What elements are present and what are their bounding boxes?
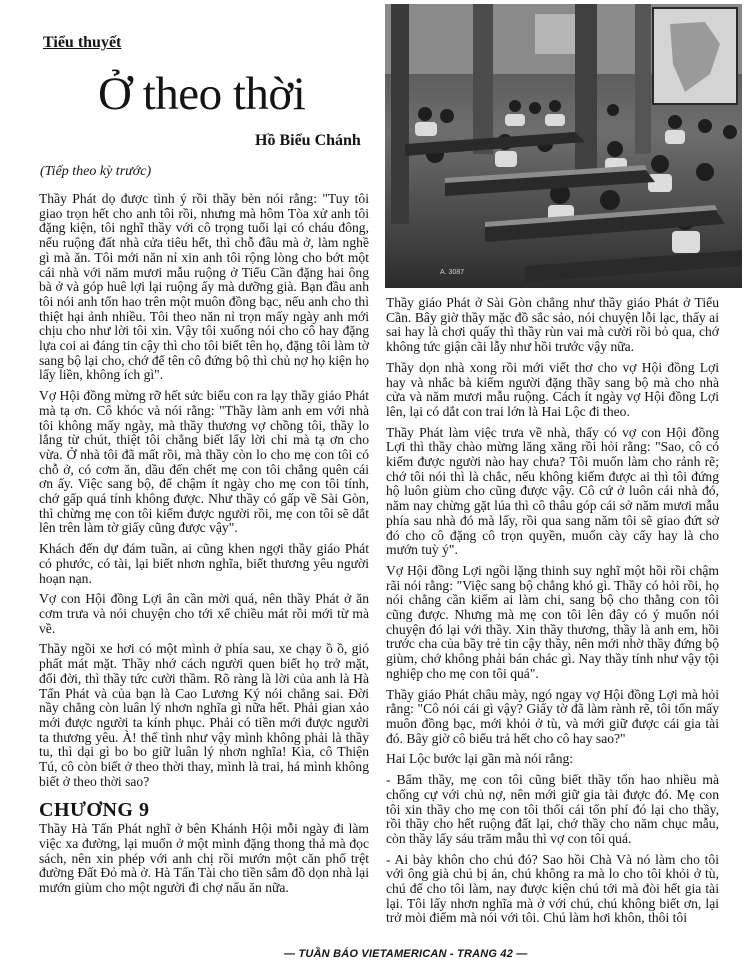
paragraph: Khách đến dự đám tuần, ai cũng khen ngợi thầy giáo Phát có phước, có tài, lại biết nhơn nghĩa, biết thương yêu người hoạn nạn.	[39, 541, 369, 586]
paragraph: Hai Lộc bước lại gần mà nói rằng:	[386, 751, 574, 767]
right-column	[386, 296, 719, 932]
section-label: Tiểu thuyết	[43, 34, 122, 51]
paragraph: - Ai bày khôn cho chú đó? Sao hồi Chà Và nó làm cho tôi với ông già chú bị án, chú không ra mà lo cho tôi khỏi ở tù, chú để cho tôi làm, nay được kiện chú tới mà đòi hết gia tài lại. Tôi lấy nhơn nghĩa mà ở với chú, chú không biết ơn, lại trở mòi điểm mà nói với tôi. Chú làm hơi khôn, thôi tôi	[386, 851, 719, 926]
paragraph: Vợ Hội đồng mừng rỡ hết sức biểu con ra lạy thầy giáo Phát mà tạ ơn. Cô khóc và nói rằng: "Thầy làm anh em với nhà tôi không mấy ngày, mà thầy thương vợ chồng tôi, thầy lo lắng từ chút, thiệt tôi chẳng biết lấy lời chi mà tạ ơn cho vừa. Ở nhà tôi đã mất rồi, mà thầy còn lo cho mẹ con tôi có chỗ ở, có cơm ăn, dầu đến chết mẹ con tôi chẳng quên cái ơn ấy. Việc sang bộ, để chậm ít ngày cho mẹ con tôi tính, chớ gấp quá tính không được. Như thầy có gấp về Sài Gòn, thì chừng mẹ con tôi kiếm được người rồi, mẹ con tôi sẽ dắt lên trên làm tờ giấy cũng được vậy".	[39, 388, 369, 536]
article-title: Ở theo thời	[98, 68, 306, 120]
paragraph: - Bẩm thầy, mẹ con tôi cũng biết thầy tốn hao nhiều mà chống cự với chủ nợ, nên mới giữ gia tài được đó. Mẹ con tôi xin thầy cho mẹ con tôi thối cái tốn phí đó lại cho thầy, rồi thầy cho hết ruộng đất lại, chớ thầy cho năm chục mẫu, còn thầy lấy sáu trăm mẫu thì vợ con tôi quá.	[386, 772, 719, 846]
classroom-photo	[385, 4, 742, 288]
author-name: Hồ Biểu Chánh	[255, 132, 361, 149]
paragraph: Thầy giáo Phát ở Sài Gòn chẳng như thầy giáo Phát ở Tiểu Cần. Bây giờ thầy mặc đồ sắc sảo, nói chuyện lỗi lạc, thấy ai sai hay là chơi quấy thì thầy rùn vai mà cười rồi bỏ qua, chớ không tức giận cãi lẫy như hồi trước vậy nữa.	[386, 295, 719, 355]
paragraph: Thầy ngồi xe hơi có một mình ở phía sau, xe chạy ồ ồ, gió phất mát mặt. Thầy nhớ cách người quen biết họ trở mặt, đổi đời, thì thầy tức cười thầm. Rõ ràng là lời của anh là Hà Tấn Phát và của bạn là Cao Lương Ký nói chẳng sai. Đời nầy chẳng còn luân lý nhơn nghĩa gì nữa hết. Phải gian xảo mới được người ta kính phục. Phải có tiền mới được người ta thương yêu. À! thế tình như vậy mình không phải là thầy tu, thì dại gì bo bo giữ luân lý nhơn nghĩa! Kìa, cô Thiện Tú, cô còn biết ở theo thời thay, mình là trai, há mình không biết ở theo thời sao?	[39, 641, 369, 789]
photo-caption-mark: A. 3087	[440, 269, 465, 276]
chapter-heading: CHƯƠNG 9	[39, 799, 150, 822]
paragraph: Thầy giáo Phát châu mày, ngó ngay vợ Hội đồng Lợi mà hỏi rằng: "Cô nói cái gì vậy? Giấy tờ đã làm rành rẽ, tôi tốn mấy muôn đồng bạc, mới khỏi ở tù, và mới giữ được cái gia tài đó. Bây giờ cô biểu trả hết cho cô hay sao?"	[386, 686, 719, 746]
paragraph: Thầy Phát dọ được tình ý rồi thầy bèn nói rằng: "Tuy tôi giao trọn hết cho anh tôi rồi, nhưng mà hôm Tòa xử anh tôi đặng kiện, tôi nghĩ thầy với cô trọng tuổi lại có cháu đông, nếu ruộng đất nhà cửa tiêu hết, thì chỗ đâu mà ở, làm nghề gì mà ăn. Tôi mới năn nỉ xin anh tôi rộng lòng cho bớt một cái nhà với năm mươi mẫu ruộng ở Tiểu Cần đặng hai ông bà ở và góp huê lợi lại ruộng ấy mà dưỡng già. Bạn đầu anh tôi nói anh tốn hao trên một muôn đồng bạc, nếu anh cho thì thiệt hại ảnh nhiều. Tôi theo năn nỉ trọn mấy ngày anh mới chịu cho như lời tôi xin. Vậy tôi xuống nói cho cô hay đặng lựa coi ai đáng tin cậy thì cho tôi biết tên họ, đặng tôi làm tờ sang bộ lại cho, chớ để tên cô đứng bộ thì chủ nợ họ kiện họ lấy liền, không ích gì".	[39, 191, 369, 383]
paragraph: Thầy Phát làm việc trưa về nhà, thấy có vợ con Hội đồng Lợi thì thầy chào mừng lăng xăng rồi hỏi rằng: "Sao, cô có kiếm được người nào hay chưa? Tôi muốn làm cho rảnh rẽ; chớ tôi nói thì là chắc, nếu không kiếm được ai thì tôi đứng hộ luôn giùm cho cũng được vậy. Cô cứ ở luôn cái nhà đó, năm nay chừng gặt lúa thì cô thâu góp cái sở năm mươi mẫu phía sau nhà đó mà lấy, rồi qua sang năm tôi sẽ giao đứt sở đó cho cô đặng cô trọn quyền, muốn cày cấy hay là cho mướn tuỳ ý".	[386, 424, 719, 558]
paragraph: Thầy dọn nhà xong rồi mới viết thơ cho vợ Hội đồng Lợi hay và nhắc bà kiếm người đặng thầy sang bộ mà cho nhà cửa và năm mươi mẫu ruộng. Cách ít ngày vợ Hội đồng Lợi lên, lại có dắt con trai lớn là Hai Lộc đi theo.	[386, 359, 719, 419]
continued-note: (Tiếp theo kỳ trước)	[40, 164, 152, 179]
paragraph: Thầy Hà Tấn Phát nghĩ ở bên Khánh Hội mỗi ngày đi làm việc xa đường, lại muốn ở một mình đặng thong thả mà đọc sách, nên xin phép với anh chị rồi mướn một căn phố trệt đường Đất Đỏ mà ở. Hà Tấn Tài cho tiền sắm đồ dọn nhà lại mướn giùm cho một người đi chợ nấu ăn nữa.	[39, 821, 369, 895]
paragraph: Vợ Hội đồng Lợi ngồi lặng thinh suy nghĩ một hồi rồi chậm rãi nói rằng: "Việc sang bộ chẳng khó gì. Thầy có hỏi rồi, họ nói chẳng cần kiếm ai làm chi, sang bộ cho thằng con tôi cũng được. Nhưng mà mẹ con tôi lên đây có ý muốn nói chuyện đó lại với thầy. Xin thầy thương, thầy là anh em, hồi trước cha của bầy trẻ tin cậy thầy, nên mới nhờ thầy đứng bộ giùm, chớ không phải bán chác gì. Nay thầy tính như vậy tội nghiệp cho mẹ con tôi quá".	[386, 562, 719, 681]
page-footer: — TUẦN BÁO VIETAMERICAN - TRANG 42 —	[284, 948, 528, 960]
paragraph: Vợ con Hội đồng Lợi ân cần mời quá, nên thầy Phát ở ăn cơm trưa và nói chuyện cho tới xế chiều mát rồi mới từ mà về.	[39, 591, 369, 636]
left-column	[39, 192, 369, 902]
